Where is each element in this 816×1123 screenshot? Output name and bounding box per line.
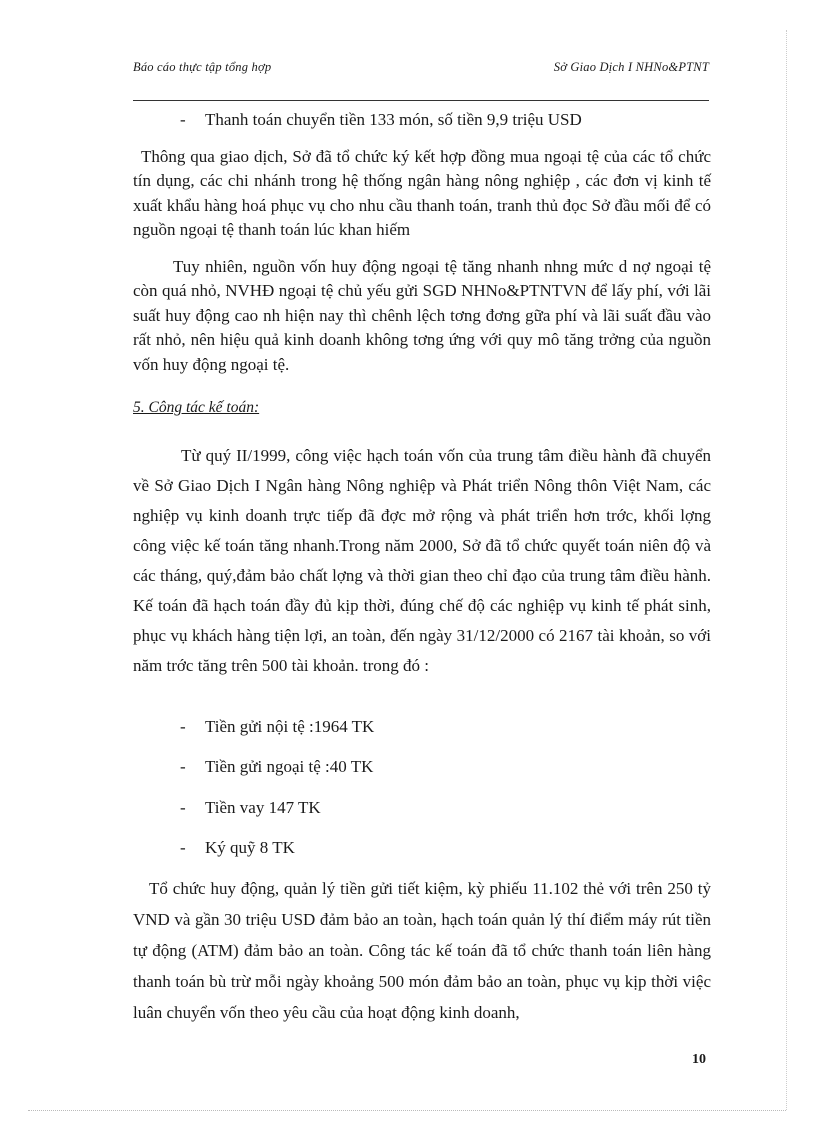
list-item-text: Tiền vay 147 TK: [205, 797, 321, 817]
list-dash: -: [180, 110, 186, 129]
list-item: [133, 707, 711, 748]
accounts-list: [133, 707, 711, 869]
paragraph-savings: Tổ chức huy động, quản lý tiền gửi tiết kiệm, kỳ phiếu 11.102 thẻ với trên 250 tỷ VND và gần 30 triệu USD đảm bảo an toàn, hạch toán quản lý thí điểm máy rút tiền tự động (ATM) đảm bảo an toàn. Công tác kế toán đã tổ chức thanh toán liên hàng thanh toán bù trừ mỗi ngày khoảng 500 món đảm bảo an toàn, phục vụ kịp thời việc luân chuyển vốn theo yêu cầu của hoạt động kinh doanh,: [133, 878, 711, 1022]
list-item-text: Tiền gửi nội tệ :1964 TK: [205, 716, 375, 736]
page-edge-right: [786, 30, 787, 1110]
header-right-title: Sở Giao Dịch I NHNo&PTNT: [553, 60, 709, 74]
page-edge-bottom: [28, 1110, 786, 1111]
list-item: [133, 747, 711, 788]
section-heading-accounting: 5. Công tác kế toán:: [133, 399, 260, 416]
list-item-text: Ký quỹ 8 TK: [205, 838, 295, 857]
list-dash: -: [180, 838, 186, 857]
list-item: [133, 788, 711, 829]
document-body: [133, 106, 711, 1028]
list-dash: -: [180, 797, 186, 817]
list-item-text: Thanh toán chuyển tiền 133 món, số tiền 9,9 triệu USD: [205, 110, 582, 129]
list-dash: -: [180, 757, 186, 776]
list-dash: -: [180, 716, 186, 736]
paragraph-foreign-currency: Tuy nhiên, nguồn vốn huy động ngoại tệ tăng nhanh nhng mức d nợ ngoại tệ còn quá nhỏ, NVHĐ ngoại tệ chủ yếu gửi SGD NHNo&PTNTVN để lấy phí, với lãi suất huy động cao nh hiện nay thì chênh lệch tơng đơng gữa phí và lãi suất đầu vào rất nhỏ, nên hiệu quả kinh doanh không tơng ứng với quy mô tăng trởng của nguồn vốn huy động ngoại tệ.: [133, 256, 711, 374]
header-left-title: Báo cáo thực tập tổng hợp: [133, 60, 272, 74]
paragraph-transactions: Thông qua giao dịch, Sở đã tổ chức ký kết hợp đồng mua ngoại tệ của các tổ chức tín dụng, các chi nhánh trong hệ thống ngân hàng nông nghiệp , các đơn vị kinh tế xuất khẩu hàng hoá phục vụ cho nhu cầu thanh toán, tranh thủ đọc Sở đầu mối để có nguồn ngoại tệ thanh toán lúc khan hiếm: [133, 146, 711, 239]
page-number: 10: [692, 1052, 706, 1067]
page-header: [133, 60, 709, 84]
list-item: [133, 828, 711, 869]
paragraph-accounting: Từ quý II/1999, công việc hạch toán vốn của trung tâm điều hành đã chuyển về Sở Giao Dịch I Ngân hàng Nông nghiệp và Phát triển Nông thôn Việt Nam, các nghiệp vụ kinh doanh trực tiếp đã đợc mở rộng và phát triển hơn trớc, khối lợng công việc kế toán tăng nhanh.Trong năm 2000, Sở đã tổ chức quyết toán niên độ và các tháng, quý,đảm bảo chất lợng và thời gian theo chỉ đạo của trung tâm điều hành. Kế toán đã hạch toán đầy đủ kịp thời, đúng chế độ các nghiệp vụ kinh tế phát sinh, phục vụ khách hàng tiện lợi, an toàn, đến ngày 31/12/2000 có 2167 tài khoản, so với năm trớc tăng trên 500 tài khoản. trong đó :: [133, 445, 711, 675]
list-item-text: Tiền gửi ngoại tệ :40 TK: [205, 757, 374, 776]
header-divider: [133, 100, 709, 101]
list-item: [133, 108, 711, 133]
